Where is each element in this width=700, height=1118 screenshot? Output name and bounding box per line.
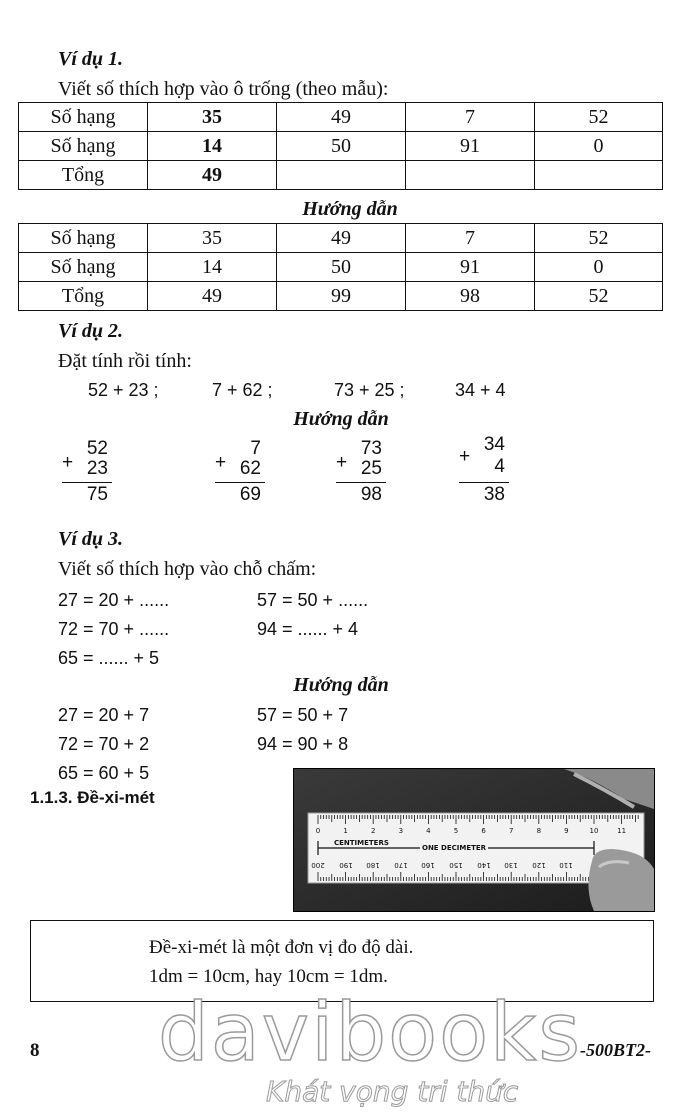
row-label: Số hạng — [19, 132, 148, 161]
ruler-number: 10 — [589, 827, 599, 835]
sum-line — [336, 482, 386, 483]
ruler-number: 190 — [338, 861, 353, 869]
addend-bottom: 4 — [494, 456, 505, 477]
ruler-decimeter-label: ONE DECIMETER — [422, 844, 487, 852]
ruler-number: 9 — [564, 827, 569, 835]
table-cell: 49 — [148, 282, 277, 311]
book-code: -500BT2- — [580, 1040, 651, 1060]
example-1-instruction: Viết số thích hợp vào ô trống (theo mẫu): — [58, 78, 389, 100]
table-cell: 49 — [277, 224, 406, 253]
table-row — [19, 224, 663, 253]
ruler-number: 11 — [617, 827, 627, 835]
exercise-line: 27 = 20 + ...... — [58, 590, 170, 610]
row-label: Số hạng — [19, 253, 148, 282]
ruler-number: 1 — [343, 827, 348, 835]
example-2-instruction: Đặt tính rồi tính: — [58, 350, 192, 372]
sum-line — [62, 482, 112, 483]
addend-top: 73 — [360, 438, 382, 459]
table-row — [19, 103, 663, 132]
table-row — [19, 161, 663, 190]
addend-top: 7 — [250, 438, 261, 459]
ruler-number: 8 — [536, 827, 542, 835]
ruler-number: 170 — [394, 861, 408, 869]
table-cell — [277, 161, 406, 190]
ruler-number: 6 — [481, 827, 486, 835]
addend-top: 34 — [483, 434, 505, 455]
ruler-photo — [293, 768, 655, 912]
table-row — [19, 282, 663, 311]
example-2-guide-heading: Hướng dẫn — [293, 408, 389, 430]
sum-result: 75 — [86, 484, 108, 505]
ruler-number: 130 — [504, 861, 518, 869]
plus-sign: + — [215, 452, 227, 473]
page-number: 8 — [30, 1040, 40, 1061]
addend-bottom: 25 — [360, 458, 382, 479]
addend-bottom: 62 — [239, 458, 261, 479]
answer-line: 65 = 60 + 5 — [58, 763, 150, 783]
addend-top: 52 — [86, 438, 108, 459]
plus-sign: + — [336, 452, 348, 473]
table-cell: 52 — [535, 282, 663, 311]
exercise-line: 57 = 50 + ...... — [257, 590, 369, 610]
answer-line: 72 = 70 + 2 — [58, 734, 150, 754]
sum-result: 69 — [239, 484, 261, 505]
example-3-instruction: Viết số thích hợp vào chỗ chấm: — [58, 558, 317, 580]
expression: 7 + 62 ; — [212, 380, 273, 400]
expression: 34 + 4 — [455, 380, 506, 400]
table-cell: 14 — [148, 132, 277, 161]
table-cell — [535, 161, 663, 190]
table-cell: 91 — [406, 253, 535, 282]
answer-line: 57 = 50 + 7 — [257, 705, 349, 725]
watermark-slogan: Khát vọng tri thức — [266, 1075, 519, 1108]
table-row — [19, 132, 663, 161]
plus-sign: + — [459, 446, 471, 467]
table-cell: 7 — [406, 224, 535, 253]
table-cell: 0 — [535, 132, 663, 161]
ruler-number: 110 — [559, 861, 574, 869]
answer-line: 27 = 20 + 7 — [58, 705, 150, 725]
ruler-number: 5 — [453, 827, 459, 835]
example-1-table — [18, 102, 663, 190]
table-row — [19, 253, 663, 282]
row-label: Tổng — [19, 161, 148, 190]
watermark-logo: davibooks — [158, 986, 583, 1079]
exercise-line: 65 = ...... + 5 — [58, 648, 160, 668]
column-addition — [459, 434, 519, 508]
example-1-answer-table — [18, 223, 663, 311]
sum-line — [215, 482, 265, 483]
table-cell: 35 — [148, 103, 277, 132]
ruler-number: 160 — [421, 861, 436, 869]
ruler-centimeters-label: CENTIMETERS — [334, 839, 389, 847]
answer-line: 94 = 90 + 8 — [257, 734, 349, 754]
sum-result: 38 — [483, 484, 505, 505]
ruler-number: 0 — [315, 827, 321, 835]
row-label: Số hạng — [19, 103, 148, 132]
ruler-number: 200 — [311, 861, 325, 869]
ruler-number: 3 — [398, 827, 404, 835]
ruler-number: 120 — [532, 861, 546, 869]
sum-result: 98 — [360, 484, 382, 505]
example-1-guide-heading: Hướng dẫn — [302, 198, 398, 220]
exercise-line: 94 = ...... + 4 — [257, 619, 359, 639]
table-cell: 50 — [277, 253, 406, 282]
row-label: Tổng — [19, 282, 148, 311]
ruler-number: 140 — [476, 861, 491, 869]
example-3-guide-heading: Hướng dẫn — [293, 674, 389, 696]
table-cell: 98 — [406, 282, 535, 311]
sum-line — [459, 482, 509, 483]
addend-bottom: 23 — [86, 458, 108, 479]
definition-line-2: 1dm = 10cm, hay 10cm = 1dm. — [149, 966, 388, 987]
table-cell: 0 — [535, 253, 663, 282]
section-heading: 1.1.3. Đề-xi-mét — [30, 788, 155, 807]
expression: 52 + 23 ; — [88, 380, 159, 400]
table-cell — [406, 161, 535, 190]
example-3-title: Ví dụ 3. — [58, 528, 124, 550]
row-label: Số hạng — [19, 224, 148, 253]
table-cell: 49 — [277, 103, 406, 132]
example-2-title: Ví dụ 2. — [58, 320, 124, 342]
example-1-title: Ví dụ 1. — [58, 48, 124, 70]
table-cell: 52 — [535, 224, 663, 253]
column-addition — [215, 438, 275, 508]
expression: 73 + 25 ; — [334, 380, 405, 400]
ruler-number: 4 — [426, 827, 431, 835]
table-cell: 14 — [148, 253, 277, 282]
ruler-number: 180 — [366, 861, 380, 869]
column-addition — [62, 438, 122, 508]
column-addition — [336, 438, 396, 508]
exercise-line: 72 = 70 + ...... — [58, 619, 170, 639]
table-cell: 49 — [148, 161, 277, 190]
definition-line-1: Đề-xi-mét là một đơn vị đo độ dài. — [149, 937, 414, 958]
table-cell: 7 — [406, 103, 535, 132]
plus-sign: + — [62, 452, 74, 473]
table-cell: 91 — [406, 132, 535, 161]
table-cell: 35 — [148, 224, 277, 253]
ruler-number: 150 — [449, 861, 463, 869]
table-cell: 50 — [277, 132, 406, 161]
table-cell: 52 — [535, 103, 663, 132]
table-cell: 99 — [277, 282, 406, 311]
ruler-number: 7 — [508, 827, 514, 835]
ruler-number: 2 — [370, 827, 376, 835]
